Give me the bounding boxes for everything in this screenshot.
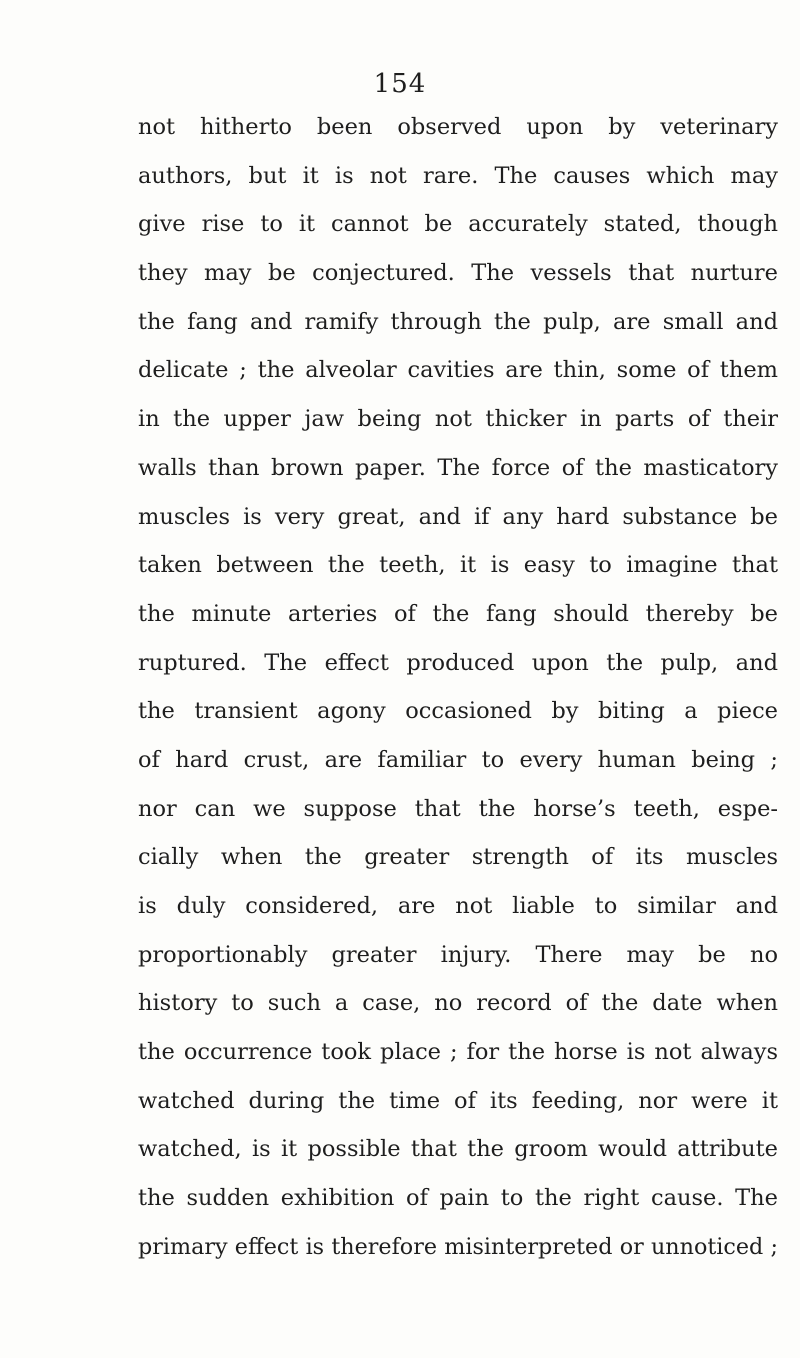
text-line: the minute arteries of the fang should thereby be: [138, 600, 778, 627]
text-line: not hitherto been observed upon by veterinary: [138, 114, 778, 140]
text-line: delicate ; the alveolar cavities are thin, some of them: [138, 357, 778, 384]
text-line: they may be conjectured. The vessels that nurture: [138, 260, 778, 287]
text-line: the transient agony occasioned by biting a piece: [138, 698, 778, 725]
text-line: muscles is very great, and if any hard substance be: [138, 503, 778, 530]
text-line: history to such a case, no record of the date when: [138, 990, 778, 1017]
text-line: the fang and ramify through the pulp, are small and: [138, 308, 778, 335]
text-line: in the upper jaw being not thicker in parts of their: [138, 406, 778, 433]
text-line: cially when the greater strength of its muscles: [138, 844, 778, 871]
text-line: walls than brown paper. The force of the masticatory: [138, 454, 778, 481]
text-line: is duly considered, are not liable to similar and: [138, 893, 778, 919]
text-line: the sudden exhibition of pain to the right cause. The: [138, 1185, 778, 1212]
text-line: give rise to it cannot be accurately stated, though: [138, 211, 778, 238]
text-line: proportionably greater injury. There may be no: [138, 941, 778, 968]
text-line: watched during the time of its feeding, nor were it: [138, 1087, 778, 1114]
body-text: [138, 103, 778, 1272]
text-line: primary effect is therefore misinterpreted or unnoticed ;: [138, 1233, 778, 1260]
text-line: taken between the teeth, it is easy to imagine that: [138, 552, 778, 579]
page-number: 154: [373, 69, 427, 99]
text-line: ruptured. The effect produced upon the pulp, and: [138, 649, 778, 676]
text-line: authors, but it is not rare. The causes which may: [138, 162, 778, 189]
text-line: nor can we suppose that the horse’s teeth, espe-: [138, 795, 778, 822]
text-line: of hard crust, are familiar to every human being ;: [138, 746, 778, 773]
text-line: the occurrence took place ; for the horse is not always: [138, 1039, 778, 1066]
text-line: watched, is it possible that the groom would attribute: [138, 1136, 778, 1163]
